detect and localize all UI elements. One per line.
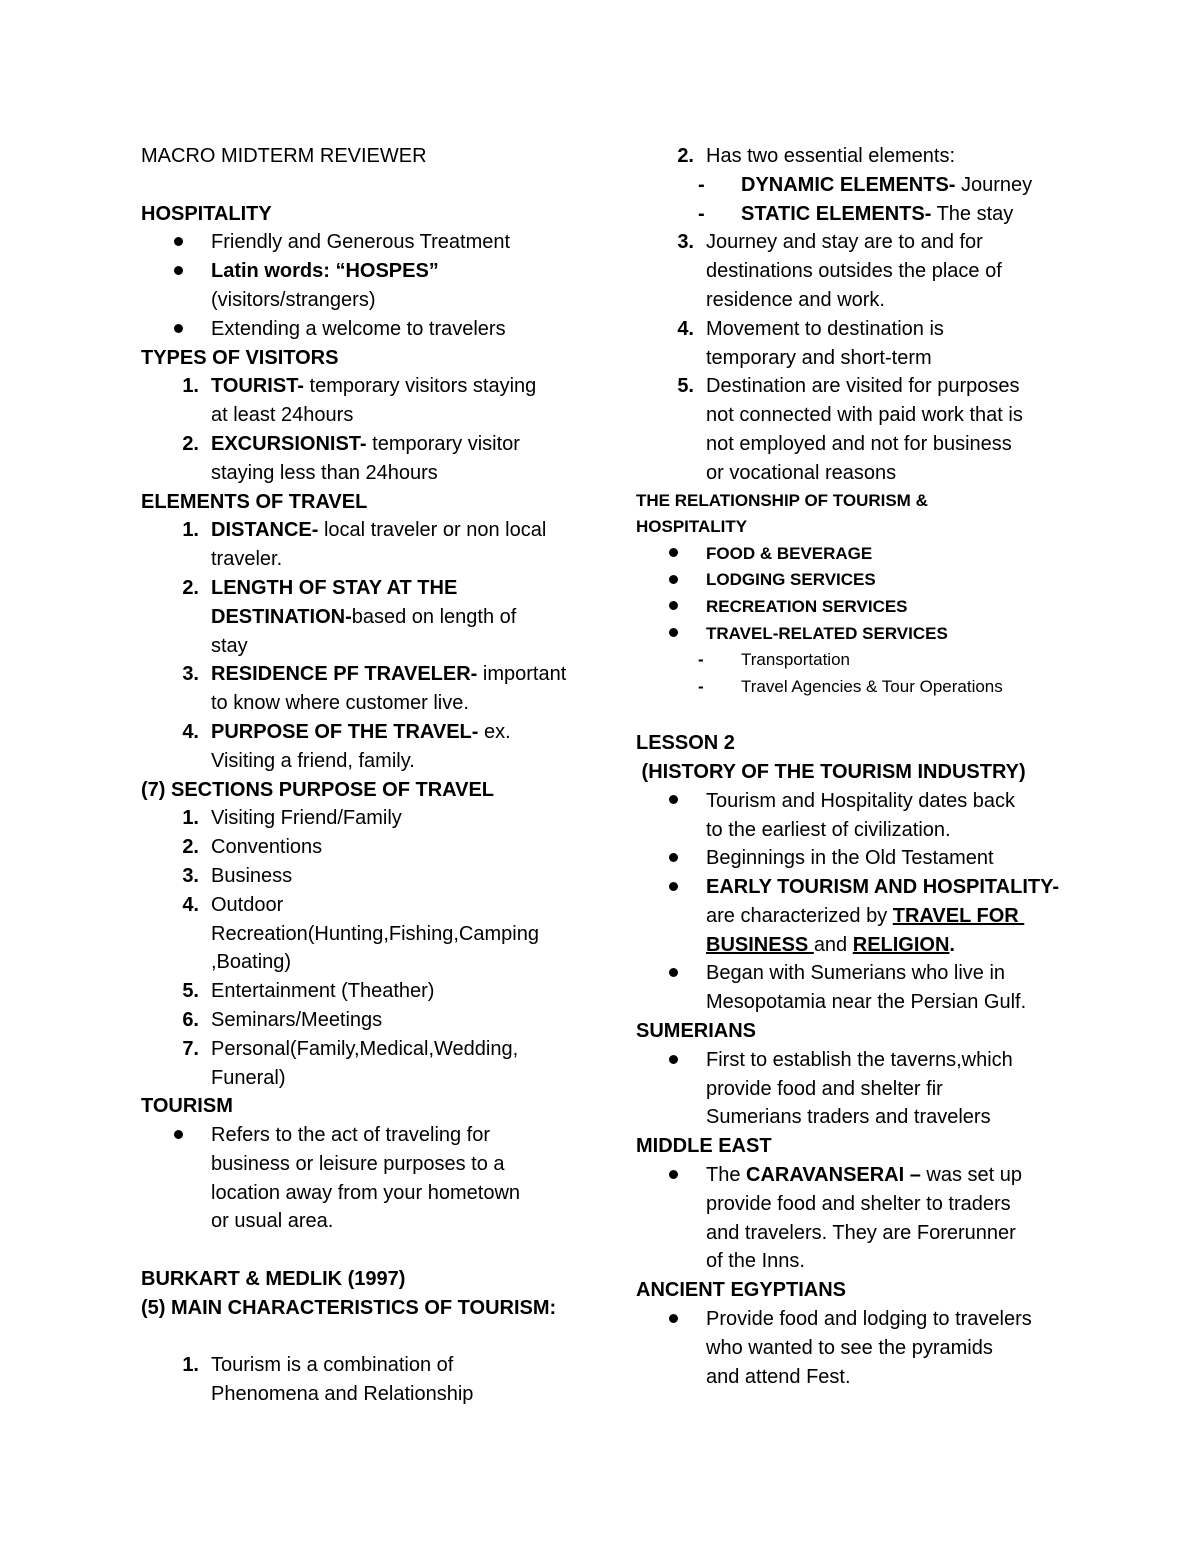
lesson-heading: LESSON 2: [636, 732, 735, 755]
bullet-icon: [669, 968, 678, 977]
list-item: Latin words: “HOSPES”: [141, 257, 581, 286]
list-item: Refers to the act of traveling for: [141, 1121, 581, 1150]
bullet-icon: [669, 882, 678, 891]
list-item-continuation: at least 24hours: [211, 404, 354, 427]
list-item-continuation: traveler.: [211, 548, 283, 571]
bullet-icon: [669, 1170, 678, 1179]
list-item: 3. Journey and stay are to and for: [677, 231, 983, 254]
list-item-continuation: to the earliest of civilization.: [706, 818, 951, 841]
list-item: EARLY TOURISM AND HOSPITALITY-: [636, 873, 1076, 902]
relationship-heading-cont: HOSPITALITY: [636, 517, 748, 537]
bullet-icon: [669, 1055, 678, 1064]
list-item-continuation: or usual area.: [211, 1210, 334, 1233]
bullet-icon: [669, 795, 678, 804]
list-item-continuation: staying less than 24hours: [211, 461, 438, 484]
list-item: - Transportation: [698, 650, 850, 670]
list-item-continuation: temporary and short-term: [706, 346, 932, 369]
list-item-continuation: stay: [211, 634, 248, 657]
left-column: [141, 142, 581, 1409]
middle-east-heading: MIDDLE EAST: [636, 1135, 772, 1158]
list-item: 1. DISTANCE- local traveler or non local: [182, 519, 547, 542]
list-item: TRAVEL-RELATED SERVICES: [636, 621, 1076, 648]
list-item-continuation: and travelers. They are Forerunner: [706, 1221, 1016, 1244]
characteristics-heading: (5) MAIN CHARACTERISTICS OF TOURISM:: [141, 1296, 557, 1319]
list-item: 1. TOURIST- temporary visitors staying: [182, 375, 537, 398]
bullet-icon: [174, 266, 183, 275]
sumerians-heading: SUMERIANS: [636, 1020, 757, 1043]
list-item: Beginnings in the Old Testament: [636, 844, 1076, 873]
bullet-icon: [669, 1314, 678, 1323]
list-item-continuation: Phenomena and Relationship: [211, 1383, 474, 1406]
list-item: 4. Outdoor: [182, 893, 284, 916]
burkart-heading: BURKART & MEDLIK (1997): [141, 1268, 406, 1291]
list-item-continuation: BUSINESS and RELIGION.: [706, 933, 955, 956]
list-item: Tourism and Hospitality dates back: [636, 787, 1076, 816]
list-item-continuation: to know where customer live.: [211, 692, 469, 715]
list-item: LODGING SERVICES: [636, 567, 1076, 594]
list-item-continuation: or vocational reasons: [706, 461, 897, 484]
list-item-continuation: of the Inns.: [706, 1250, 805, 1273]
list-item: FOOD & BEVERAGE: [636, 541, 1076, 568]
list-item: Began with Sumerians who live in: [636, 959, 1076, 988]
list-item: 2. EXCURSIONIST- temporary visitor: [182, 432, 520, 455]
bullet-icon: [669, 628, 678, 637]
list-item-continuation: not employed and not for business: [706, 432, 1012, 455]
list-item: 1. Tourism is a combination of: [182, 1354, 454, 1377]
bullet-icon: [174, 324, 183, 333]
relationship-heading: THE RELATIONSHIP OF TOURISM &: [636, 490, 928, 510]
bullet-icon: [669, 601, 678, 610]
list-item-continuation: DESTINATION-based on length of: [211, 605, 517, 628]
list-item: First to establish the taverns,which: [636, 1046, 1076, 1075]
list-item-continuation: Recreation(Hunting,Fishing,Camping: [211, 922, 539, 945]
list-item: Provide food and lodging to travelers: [636, 1305, 1076, 1334]
bullet-icon: [669, 548, 678, 557]
list-item: The CARAVANSERAI – was set up: [636, 1161, 1076, 1190]
list-item-continuation: location away from your hometown: [211, 1181, 521, 1204]
elements-heading: ELEMENTS OF TRAVEL: [141, 490, 368, 513]
list-item: 5. Destination are visited for purposes: [677, 375, 1020, 398]
list-item-continuation: not connected with paid work that is: [706, 404, 1023, 427]
list-item: - DYNAMIC ELEMENTS- Journey: [698, 173, 1033, 196]
egyptians-heading: ANCIENT EGYPTIANS: [636, 1279, 847, 1302]
list-item: Extending a welcome to travelers: [141, 315, 581, 344]
list-item-continuation: are characterized by TRAVEL FOR: [706, 904, 1025, 927]
list-item: 2. Has two essential elements:: [677, 145, 956, 167]
list-item: 3. RESIDENCE PF TRAVELER- important: [182, 663, 567, 686]
list-item-continuation: ,Boating): [211, 951, 292, 974]
list-item-continuation: residence and work.: [706, 288, 885, 311]
document-title: MACRO MIDTERM REVIEWER: [141, 145, 427, 167]
list-item: 3. Business: [182, 864, 293, 887]
list-item-continuation: Sumerians traders and travelers: [706, 1106, 991, 1129]
history-heading: (HISTORY OF THE TOURISM INDUSTRY): [636, 760, 1026, 783]
list-item-continuation: Mesopotamia near the Persian Gulf.: [706, 991, 1027, 1014]
list-item-continuation: and attend Fest.: [706, 1365, 851, 1388]
bullet-icon: [669, 853, 678, 862]
list-item-continuation: Visiting a friend, family.: [211, 749, 415, 772]
list-item: 2. Conventions: [182, 836, 323, 859]
bullet-icon: [174, 237, 183, 246]
list-item: Friendly and Generous Treatment: [141, 228, 581, 257]
tourism-heading: TOURISM: [141, 1095, 233, 1118]
bullet-icon: [174, 1130, 183, 1139]
list-item-continuation: business or leisure purposes to a: [211, 1152, 505, 1175]
list-item: 4. PURPOSE OF THE TRAVEL- ex.: [182, 720, 511, 743]
list-item-continuation: (visitors/strangers): [211, 288, 376, 311]
list-item: - STATIC ELEMENTS- The stay: [698, 202, 1014, 225]
list-item-continuation: Funeral): [211, 1066, 286, 1089]
list-item: 6. Seminars/Meetings: [182, 1008, 383, 1031]
sections-heading: (7) SECTIONS PURPOSE OF TRAVEL: [141, 778, 494, 801]
list-item: 5. Entertainment (Theather): [182, 980, 435, 1003]
types-heading: TYPES OF VISITORS: [141, 346, 339, 369]
list-item-continuation: provide food and shelter to traders: [706, 1192, 1011, 1215]
list-item: 1. Visiting Friend/Family: [182, 807, 402, 830]
list-item-continuation: provide food and shelter fir: [706, 1077, 943, 1100]
list-item: 7. Personal(Family,Medical,Wedding,: [182, 1037, 519, 1060]
hospitality-heading: HOSPITALITY: [141, 202, 272, 225]
list-item: - Travel Agencies & Tour Operations: [698, 676, 1003, 696]
list-item: RECREATION SERVICES: [636, 594, 1076, 621]
right-column: [636, 142, 1076, 1391]
list-item: 2. LENGTH OF STAY AT THE: [182, 576, 458, 599]
list-item-continuation: who wanted to see the pyramids: [706, 1336, 993, 1359]
list-item: 4. Movement to destination is: [677, 317, 944, 340]
list-item-continuation: destinations outsides the place of: [706, 260, 1002, 283]
bullet-icon: [669, 575, 678, 584]
